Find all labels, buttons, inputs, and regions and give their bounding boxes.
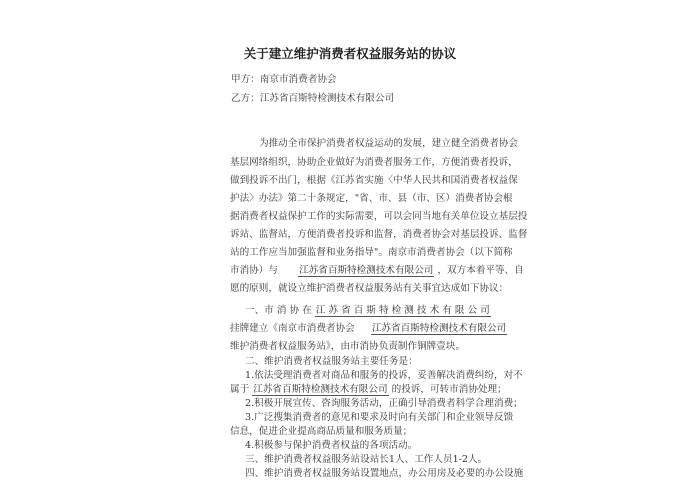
clause-4: 四、维护消费者权益服务站设置地点，办公用房及必要的办公设施 xyxy=(245,468,524,479)
page-title: 关于建立维护消费者权益服务站的协议 xyxy=(243,46,457,61)
clause-1-line-2 xyxy=(230,323,507,335)
intro-line-4: 护法〉办法》第二十条规定，"省、市、县（市、区）消费者协会根 xyxy=(230,193,513,204)
clause-1-line-3: 维护消费者权益服务站》，由市消协负责制作铜牌壹块。 xyxy=(230,341,466,352)
clause-1-company: 江 苏 省 百 斯 特 检 测 技 术 有 限 公 司 xyxy=(315,305,490,316)
clause-2-item-3-cont: 信息，促进企业提高商品质量和服务质量； xyxy=(230,426,413,437)
clause-2-company: 江苏省百斯特检测技术有限公司 xyxy=(253,384,388,395)
clause-2-item-1: 1.依法受理消费者对商品和服务的投诉，妥善解决消费纠纷，对不 xyxy=(245,370,523,381)
clause-2-item-4: 4.积极参与保护消费者权益的各项活动。 xyxy=(245,440,418,451)
intro-line-7: 站的工作应当加强监督和业务指导"。南京市消费者协会（以下简称 xyxy=(230,247,513,258)
intro-line-8-start: 市消协）与 xyxy=(230,265,278,276)
intro-line-8-end: ，双方本着平等、自 xyxy=(437,265,524,276)
clause-2-heading: 二、维护消费者权益服务站主要任务是： xyxy=(245,356,418,367)
intro-line-5: 据消费者权益保护工作的实际需要，可以会同当地有关单位设立基层投 xyxy=(230,211,528,222)
company-underlined: 江苏省百斯特检测技术有限公司 xyxy=(299,265,434,276)
clause-1-line-1 xyxy=(245,305,491,317)
clause-2-item-1-prefix: 属于 xyxy=(230,384,250,395)
clause-2-item-3: 3.广泛搜集消费者的意见和要求及时向有关部门和企业领导反馈 xyxy=(245,412,514,423)
clause-2-item-2: 2.积极开展宣传、咨询服务活动，正确引导消费者科学合理消费； xyxy=(245,398,523,409)
intro-line-2: 基层网络组织，协助企业做好为消费者服务工作，方便消费者投诉， xyxy=(230,157,518,168)
party-a: 甲方：南京市消费者协会 xyxy=(231,74,337,85)
clause-3: 三、维护消费者权益服务站设站长1人、工作人员1-2人。 xyxy=(245,454,488,465)
clause-2-item-1-suffix: 的投诉，可转市消协处理； xyxy=(391,384,507,395)
clause-1-prefix: 一、市 消 协 在 xyxy=(245,305,312,316)
clause-2-item-1-cont xyxy=(230,384,507,396)
intro-line-6: 诉站、监督站，方便消费者投诉和监督，消费者协会对基层投诉、监督 xyxy=(230,229,528,240)
intro-line-9: 愿的原则，就设立维护消费者权益服务站有关事宜达成如下协议： xyxy=(230,283,509,294)
party-b: 乙方：江苏省百斯特检测技术有限公司 xyxy=(231,93,395,104)
intro-line-8 xyxy=(230,265,524,277)
intro-line-1: 为推动全市保护消费者权益运动的发展，建立健全消费者协会 xyxy=(259,138,519,149)
clause-1-name-prefix: 挂牌建立《南京市消费者协会 xyxy=(230,323,355,334)
clause-1-name-company: 江苏省百斯特检测技术有限公司 xyxy=(371,323,507,334)
intro-line-3: 做到投诉不出门，根据《江苏省实施〈中华人民共和国消费者权益保 xyxy=(230,175,518,186)
